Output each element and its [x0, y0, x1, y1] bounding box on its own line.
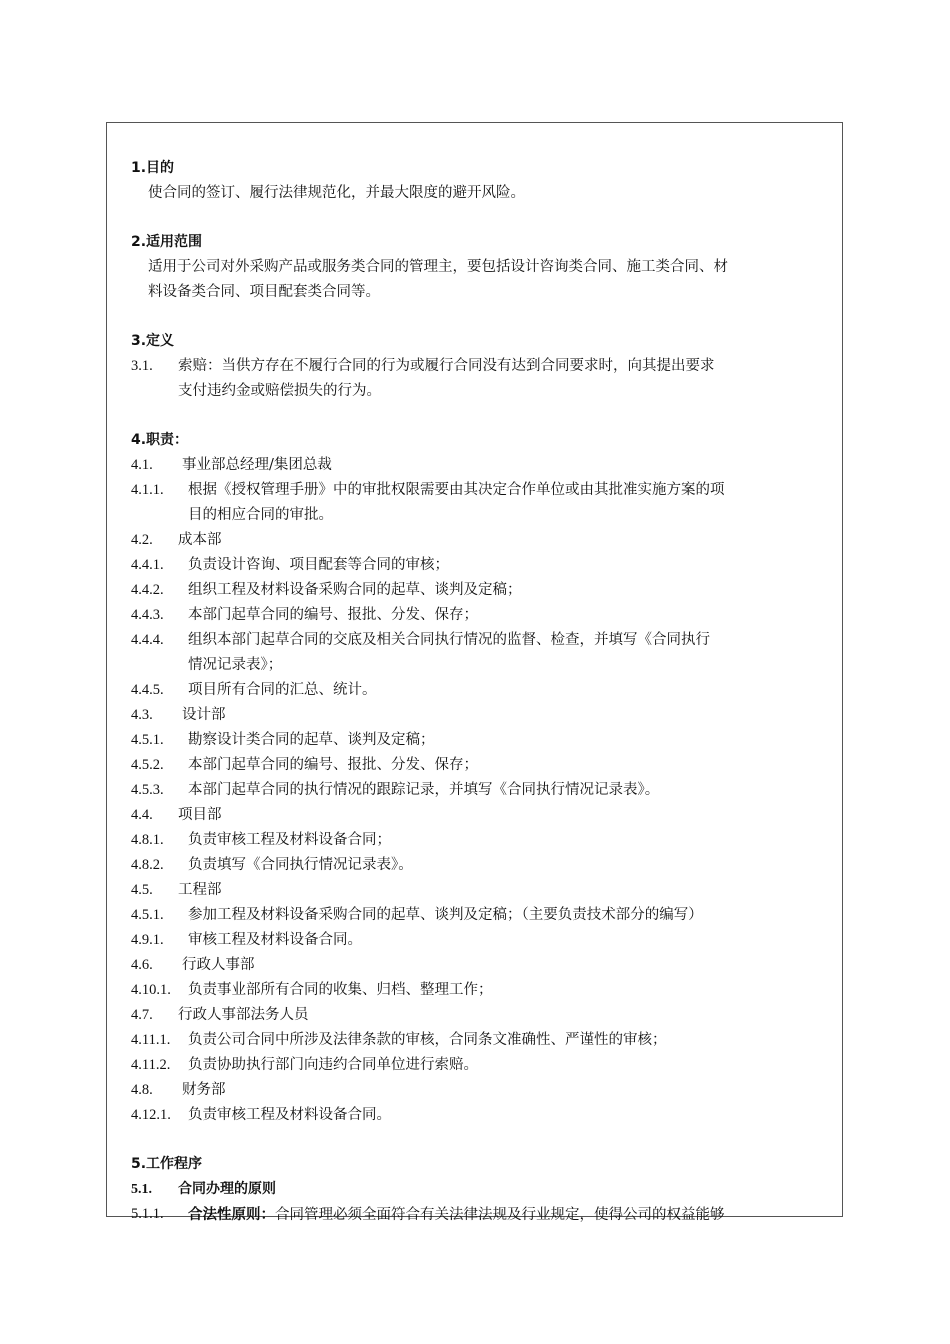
duty-text: 本部门起草合同的编号、报批、分发、保存； [188, 757, 478, 773]
duty-text: 负责审核工程及材料设备合同。 [188, 1107, 391, 1123]
section-heading-definition: 3.定义 [131, 333, 175, 349]
duty-item [131, 478, 831, 528]
duty-item [131, 1103, 831, 1128]
duty-number: 4.8.1. [131, 832, 164, 848]
duty-number: 4.5.1. [131, 907, 164, 923]
duty-item [131, 803, 831, 828]
duty-item [131, 953, 831, 978]
section-heading-procedure: 5.工作程序 [131, 1156, 203, 1172]
duty-number: 4.4.4. [131, 632, 164, 648]
section-heading-scope: 2.适用范围 [131, 234, 203, 250]
duty-item [131, 453, 831, 478]
procedure-item-label: 合法性原则： [188, 1206, 275, 1223]
definition-text [178, 354, 831, 404]
definition-number: 3.1. [131, 358, 153, 374]
duty-text: 设计部 [182, 707, 226, 723]
duty-text: 工程部 [178, 882, 222, 898]
document-content [131, 156, 831, 1228]
duty-item [131, 753, 831, 778]
purpose-text: 使合同的签订、履行法律规范化，并最大限度的避开风险。 [148, 185, 525, 201]
duty-item [131, 778, 831, 803]
duty-number: 4.5.1. [131, 732, 164, 748]
definition-item [131, 354, 831, 404]
duty-text: 审核工程及材料设备合同。 [188, 932, 362, 948]
duty-number: 4.12.1. [131, 1107, 171, 1123]
duty-item [131, 1053, 831, 1078]
procedure-item-number: 5.1.1. [131, 1206, 164, 1222]
duty-number: 4.9.1. [131, 932, 164, 948]
procedure-subheading-number: 5.1. [131, 1182, 152, 1197]
duty-text: 负责设计咨询、项目配套等合同的审核； [188, 557, 449, 573]
duty-item [131, 928, 831, 953]
duty-item [131, 828, 831, 853]
duty-item [131, 628, 831, 678]
duty-text-line-1: 根据《授权管理手册》中的审批权限需要由其决定合作单位或由其批准实施方案的项 [188, 482, 725, 498]
definition-text-line-2: 支付违约金或赔偿损失的行为。 [178, 383, 381, 399]
duty-item [131, 903, 831, 928]
duty-text: 成本部 [178, 532, 222, 548]
duty-item [131, 703, 831, 728]
duty-number: 4.4. [131, 807, 153, 823]
duty-text: 负责审核工程及材料设备合同； [188, 832, 391, 848]
duty-item [131, 678, 831, 703]
duty-text: 负责公司合同中所涉及法律条款的审核，合同条文准确性、严谨性的审核； [188, 1032, 667, 1048]
duty-text: 行政人事部法务人员 [178, 1007, 309, 1023]
duty-item [131, 603, 831, 628]
duty-text [188, 628, 831, 678]
duty-text: 项目部 [178, 807, 222, 823]
duty-text: 负责协助执行部门向违约合同单位进行索赔。 [188, 1057, 478, 1073]
section-heading-duties: 4.职责： [131, 432, 189, 448]
duty-text-line-1: 组织本部门起草合同的交底及相关合同执行情况的监督、检查，并填写《合同执行 [188, 632, 710, 648]
duty-item [131, 553, 831, 578]
duty-text-line-2: 情况记录表》； [188, 657, 283, 673]
section-heading-purpose: 1.目的 [131, 160, 175, 176]
duty-number: 4.7. [131, 1007, 153, 1023]
duty-number: 4.11.1. [131, 1032, 171, 1048]
duty-number: 4.1.1. [131, 482, 164, 498]
duty-text: 本部门起草合同的编号、报批、分发、保存； [188, 607, 478, 623]
duty-number: 4.3. [131, 707, 153, 723]
duty-text: 负责事业部所有合同的收集、归档、整理工作； [188, 982, 493, 998]
procedure-subheading [131, 1177, 831, 1202]
duty-text: 组织工程及材料设备采购合同的起草、谈判及定稿； [188, 582, 522, 598]
duty-text-line-2: 目的相应合同的审批。 [188, 507, 333, 523]
procedure-item-body: 合同管理必须全面符合有关法律法规及行业规定，使得公司的权益能够 [275, 1207, 725, 1223]
duty-number: 4.5.3. [131, 782, 164, 798]
duty-item [131, 1028, 831, 1053]
procedure-item [131, 1202, 831, 1228]
duty-text: 参加工程及材料设备采购合同的起草、谈判及定稿；（主要负责技术部分的编写） [188, 907, 703, 923]
duty-number: 4.5.2. [131, 757, 164, 773]
duty-item [131, 978, 831, 1003]
duty-text [188, 478, 831, 528]
duty-text: 行政人事部 [182, 957, 255, 973]
duty-text: 财务部 [182, 1082, 226, 1098]
duty-number: 4.4.1. [131, 557, 164, 573]
duty-item [131, 578, 831, 603]
duty-number: 4.6. [131, 957, 153, 973]
procedure-subheading-text: 合同办理的原则 [178, 1181, 276, 1197]
duty-number: 4.8.2. [131, 857, 164, 873]
duty-number: 4.8. [131, 1082, 153, 1098]
duty-item [131, 878, 831, 903]
duty-number: 4.11.2. [131, 1057, 171, 1073]
duty-number: 4.1. [131, 457, 153, 473]
duty-number: 4.4.5. [131, 682, 164, 698]
duty-text: 事业部总经理/集团总裁 [182, 457, 332, 473]
duty-text: 负责填写《合同执行情况记录表》。 [188, 857, 413, 873]
duty-item [131, 1078, 831, 1103]
procedure-item-text [188, 1202, 831, 1228]
duty-number: 4.2. [131, 532, 153, 548]
scope-text-line-1: 适用于公司对外采购产品或服务类合同的管理主，要包括设计咨询类合同、施工类合同、材 [148, 259, 728, 275]
definition-text-line-1: 索赔：当供方存在不履行合同的行为或履行合同没有达到合同要求时，向其提出要求 [178, 358, 715, 374]
duty-number: 4.4.2. [131, 582, 164, 598]
scope-text-line-2: 料设备类合同、项目配套类合同等。 [148, 284, 380, 300]
duty-text: 本部门起草合同的执行情况的跟踪记录，并填写《合同执行情况记录表》。 [188, 782, 660, 798]
duty-number: 4.5. [131, 882, 153, 898]
duty-number: 4.4.3. [131, 607, 164, 623]
duty-text: 项目所有合同的汇总、统计。 [188, 682, 377, 698]
duty-item [131, 528, 831, 553]
duty-item [131, 1003, 831, 1028]
duty-item [131, 853, 831, 878]
duty-item [131, 728, 831, 753]
duty-text: 勘察设计类合同的起草、谈判及定稿； [188, 732, 435, 748]
duty-number: 4.10.1. [131, 982, 171, 998]
